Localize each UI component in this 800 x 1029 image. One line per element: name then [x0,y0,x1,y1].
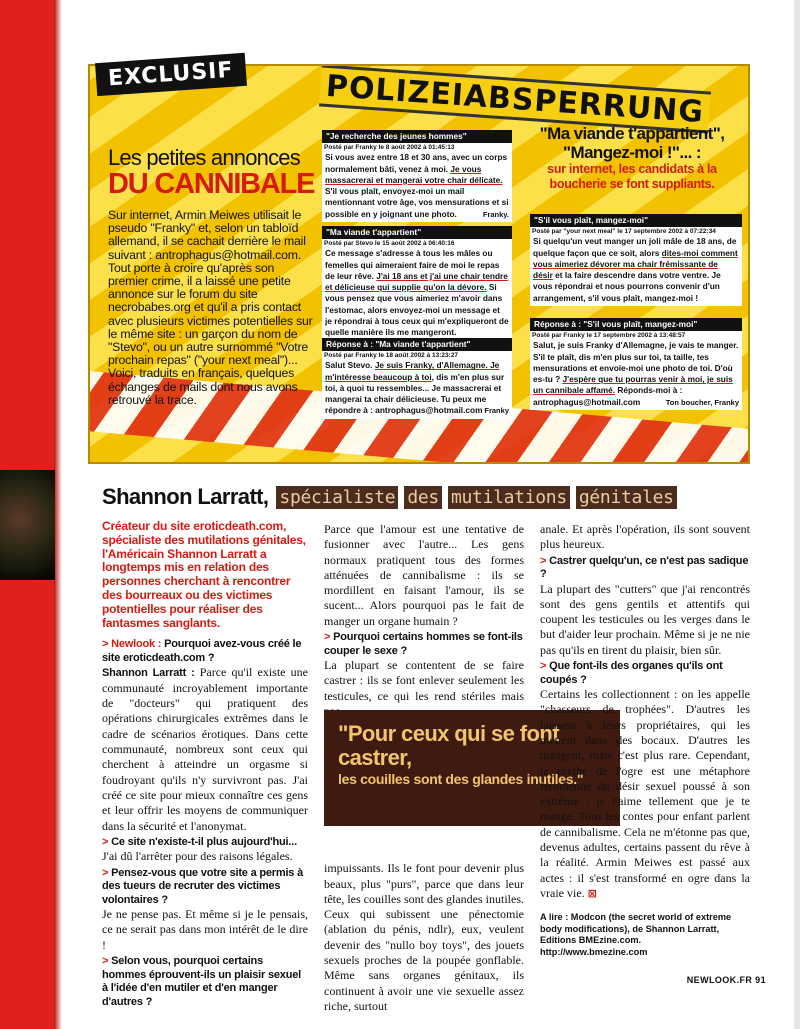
answer: anale. Et après l'opération, ils sont souvent plus heureux. [540,522,750,552]
post-signature: Ton boucher, Franky [665,397,739,407]
forum-post [322,130,512,222]
article-headline [102,484,683,510]
answer: Parce que l'amour est une tentative de fusionner avec l'autre... Les gens normaux pratiquent tous des formes atténuées de cannibalisme : ils se mordillent en faisant l'amour, ils se sucent... Alors pourquoi pas le fait de manger un organe humain ? [324,522,524,628]
answer: J'ai dû l'arrêter pour des raisons légales. [102,849,293,864]
page-gutter-shade [794,0,800,1029]
forum-post [530,214,742,306]
question: > Newlook : Pourquoi avez-vous créé le site eroticdeath.com ? [102,638,302,664]
quote-top-line1: "Ma viande t'appartient", "Mangez-moi !"... : [539,124,725,162]
post-header: "Je recherche des jeunes hommes" [322,130,512,143]
post-meta: Posté par "your next meal" le 17 septembre 2002 à 07:22:34 [532,228,716,236]
post-signature: Franky. [482,209,509,219]
question: > Que font-ils des organes qu'ils ont coupés ? [540,660,723,686]
post-header: "Ma viande t'appartient" [322,226,512,239]
pull-quote-line1: "Pour ceux qui se font castrer, [338,721,559,770]
post-text: Salut, je suis Franky d'Allemagne, je vais te manger. S'il te plaît, dis m'en plus sur toi, ta taille, tes mensurations et envoie-moi une photo de toi. D'où es-tu ? J'espère que tu pourras venir à moi, je suis un cannibale affamé. Réponds-moi à : antrophagus@hotmail.com Ton boucher, Franky [533,340,739,407]
tape-text: POLIZEIABSPERRUNG [324,68,706,130]
forum-post [530,318,742,410]
forum-post [322,338,512,419]
portrait-photo [0,470,55,580]
post-text: Ce message s'adresse à tous les mâles ou femelles qui aimeraient faire de moi le repas de leur rêve. J'ai 18 ans et j'ai une chair tendre et délicieuse qui supplie qu'on la dévore. Si vous pensez que vous aimeriez m'avoir dans l'estomac, alors envoyez-moi un message et je répondrai à tous ceux qui m'expliqueront de quelle manière ils me mangeront. [325,248,509,338]
post-header: "S'il vous plaît, mangez-moi" [530,214,742,227]
post-meta: Posté par Franky le 8 août 2002 à 01:45:13 [324,144,455,152]
end-mark-icon: ⊠ [587,886,597,900]
answer-continued: impuissants. Ils le font pour devenir plus beaux, plus "purs", parce que dans leur tête, les couilles sont des glandes inutiles. Ceux qui subissent une pénectomie (ablation du pénis, ndlr), eux, veulent devenir des "nullo boy toys", des jouets sexuels proches de la poupée gonflable. Même sans organes génitaux, ils continuent à avoir une vie sexuelle assez riche, surtout [324,861,524,1013]
post-meta: Posté par Franky le 17 septembre 2002 à 13:48:57 [532,332,686,340]
post-meta: Posté par Franky le 18 août 2002 à 13:23:27 [324,352,459,360]
answer: La plupart se contentent de se faire castrer : ils se font enlever seulement les testicules, ce qui les rend stériles mais [324,658,524,703]
page-footer: NEWLOOK.FR 91 [686,975,766,985]
sidebar-intro [108,146,316,407]
question: > Pourquoi certains hommes se font-ils couper le sexe ? [324,631,523,657]
answer: Certains les collectionnent : on les appelle "chasseurs de trophées". D'autres les laissent à leurs propriétaires, qui les mettent dans des bocaux. D'autres les mangent, mais c'est plus rare. Cependant, le mythe de l'ogre est une métaphore freudienne du désir sexuel poussé à son extrême : je t'aime tellement que je te mange. Tous les contes pour enfant parlent de cannibalisme. Cela ne m'étonne pas que, devenus adultes, certains passent du rêve à la réalité. Armin Meiwes est passé aux actes : il s'est transformé en ogre dans la vraie vie. ⊠ [540,687,750,900]
question: > Ce site n'existe-t-il plus aujourd'hui... [102,835,297,848]
quote-top [530,124,734,192]
question: > Pensez-vous que votre site a permis à des tueurs de recruter des victimes volontaires ? [102,866,303,906]
quote-top-line2: sur internet, les candidats à la boucherie se font suppliants. [547,162,717,191]
pull-quote-line2: les couilles sont des glandes inutiles." [338,771,584,787]
post-signature: Franky [484,406,509,416]
headline-subtitle: spécialiste des mutilations génitales [276,486,682,509]
question: > Castrer quelqu'un, ce n'est pas sadique ? [540,554,749,581]
post-text: Si vous avez entre 18 et 30 ans, avec un corps normalement bâti, venez à moi. Je vous massacrerai et mangerai votre chair délicate. S'il vous plaît, envoyez-moi un mail mentionnant votre âge, vos mensurations et si possible en y joignant une photo. Franky. [325,152,509,219]
post-header: Réponse à : "S'il vous plaît, mangez-moi" [530,318,742,331]
post-meta: Posté par Stevo le 15 août 2002 à 06:40:16 [324,240,455,248]
exclusive-badge: EXCLUSIF [95,53,246,96]
post-text: Salut Stevo. Je suis Franky, d'Allemagne. Je m'intéresse beaucoup à toi, dis m'en plus sur toi, à quoi tu ressembles... Je massacrerai et mangerai ta chair délicieuse. Tu peux me répondre à : antrophagus@hotmail.com Franky [325,360,509,416]
sidebar-title-big: DU CANNIBALE [108,168,315,200]
answer: Je ne pense pas. Et même si je le pensais, ce ne serait pas dans mon intérêt de le dire ! [102,907,308,952]
headline-name: Shannon Larratt, [102,484,269,509]
forum-post [322,226,512,341]
answer: La plupart des "cutters" que j'ai rencontrés sont des gens gentils et attentifs qui coupent les testicules ou les verges dans le but d'aider leur prochain. Même si je ne nie pas qu'ils en tirent du plaisir, bien sûr. [540,581,750,657]
post-text: Si quelqu'un veut manger un joli mâle de 18 ans, de quelque façon que ce soit, alors dites-moi comment vous aimeriez dévorer ma chair frémissante de désir et la faire descendre dans votre ventre. Je vous répondrai et nous pourrons convenir d'un arrangement, s'il vous plaît, mangez-moi ! [533,236,738,303]
sidebar-title-small: Les petites annonces [108,145,300,170]
answer: Shannon Larratt : Parce qu'il existe une communauté incroyablement importante de "docteurs" qui pratiquent des opérations chirurgicales extrêmes dans le cadre de scénarios érotiques. Dans cette communauté, nombreux sont ceux qui cherchent à atteindre un orgasme si foudroyant qu'ils n'y survivront pas. J'ai créé ce site pour mieux connaître ces gens et leur offrir les moyens de communiquer dans la sécurité et l'anonymat. [102,665,308,833]
article-intro: Créateur du site eroticdeath.com, spécialiste des mutilations génitales, l'Américain Shannon Larratt a longtemps mis en relation des personnes cherchant à rencontrer des bourreaux ou des victimes potentielles pour réaliser des fantasmes sanglants. [102,519,306,630]
article-column-1 [102,520,308,1009]
question: > Selon vous, pourquoi certains hommes éprouvent-ils un plaisir sexuel à l'idée d'en mutiler et d'en manger d'autres ? [102,955,302,1008]
sidebar-body: Sur internet, Armin Meiwes utilisait le pseudo "Franky" et, selon un tabloïd allemand, il se cachait derrière le mail suivant : antrophagus@hotmail.com. Tout porte à croire qu'après son premier crime, il a laissé une petite annonce sur le forum du site necrobabes.org et qu'il a pris contact avec plusieurs victimes potentielles sur le même site : un garçon du nom de "Stevo", ou un autre surnommé "Votre prochain repas" ("your next meal")... Voici, traduits en français, quelques échanges de mails dont nous avons retrouvé la trace. [108,208,313,407]
reading-reference: A lire : Modcon (the secret world of extreme body modifications), de Shannon Larratt, Editions BMEzine.com. http://www.bmezine.com [540,912,732,957]
article-column-3 [540,522,750,901]
post-header: Réponse à : "Ma viande t'appartient" [322,338,512,351]
